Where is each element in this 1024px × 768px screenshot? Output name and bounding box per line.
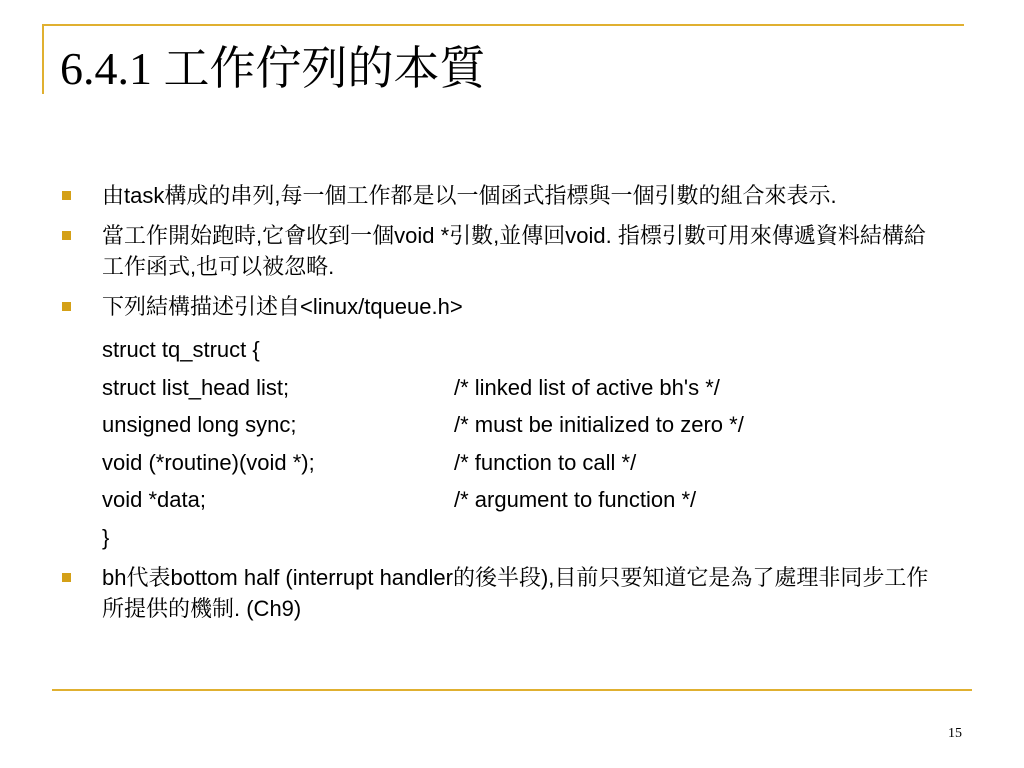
- bullet-item: [62, 220, 942, 282]
- code-statement: void (*routine)(void *);: [102, 449, 315, 475]
- code-statement: struct tq_struct {: [102, 337, 260, 362]
- code-statement: struct list_head list;: [102, 374, 290, 400]
- code-statement: void *data;: [102, 487, 206, 512]
- bullet-item: [62, 562, 942, 624]
- code-line: [102, 519, 942, 557]
- square-bullet-icon: [62, 191, 71, 200]
- code-line: [102, 406, 942, 444]
- code-comment: /* function to call */: [454, 449, 637, 475]
- code-comment: /* linked list of active bh's */: [454, 374, 720, 400]
- code-line: [102, 481, 942, 519]
- bullet-text: bh代表bottom half (interrupt handler的後半段),目前只要知道它是為了處理非同步工作所提供的機制. (Ch9): [102, 565, 929, 621]
- code-comment: /* must be initialized to zero */: [454, 412, 744, 437]
- bullet-text: 由task構成的串列,每一個工作都是以一個函式指標與一個引數的組合來表示.: [102, 183, 837, 208]
- code-line: [102, 369, 942, 407]
- bullet-item: [62, 291, 942, 322]
- code-statement: unsigned long sync;: [102, 412, 297, 437]
- code-line: [102, 444, 942, 482]
- bullet-item: [62, 180, 942, 211]
- frame-bottom-line: [52, 689, 972, 691]
- square-bullet-icon: [62, 302, 71, 311]
- slide-content: [62, 180, 942, 633]
- code-comment: /* argument to function */: [454, 487, 697, 512]
- slide-title: 6.4.1 工作佇列的本質: [60, 43, 486, 94]
- frame-top-line: [42, 24, 964, 26]
- square-bullet-icon: [62, 573, 71, 582]
- code-line: [102, 331, 942, 369]
- frame-left-line: [42, 24, 44, 94]
- page-number: 15: [948, 726, 962, 741]
- code-statement: }: [102, 524, 110, 550]
- square-bullet-icon: [62, 231, 71, 240]
- bullet-text: 下列結構描述引述自<linux/tqueue.h>: [102, 294, 463, 319]
- code-block: [62, 331, 942, 556]
- bullet-text: 當工作開始跑時,它會收到一個void *引數,並傳回void. 指標引數可用來傳遞資料結構給工作函式,也可以被忽略.: [102, 223, 926, 279]
